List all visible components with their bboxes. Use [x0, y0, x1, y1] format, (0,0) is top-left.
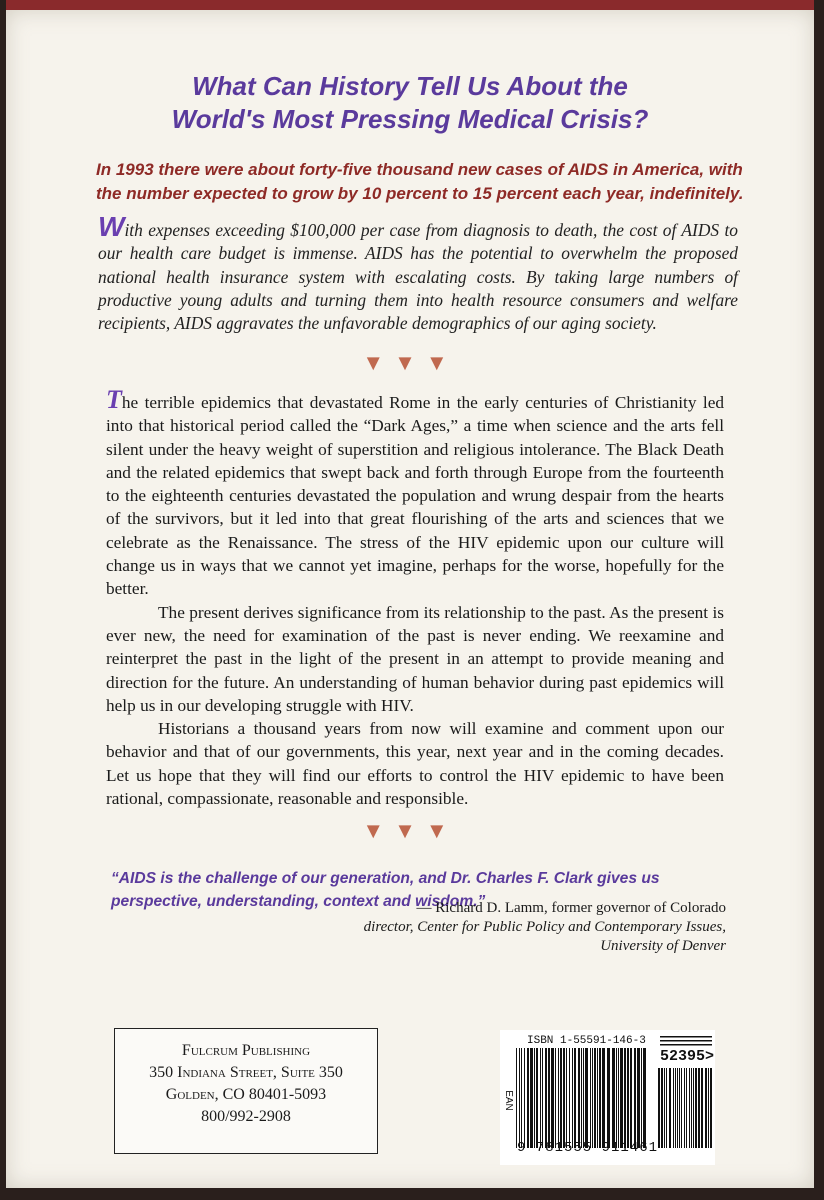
barcode-bar [569, 1048, 570, 1148]
barcode-bar [545, 1048, 547, 1148]
barcode-bar [542, 1048, 543, 1148]
barcode-bar [574, 1048, 576, 1148]
barcode-bar [560, 1048, 562, 1148]
publisher-city: Golden, CO 80401-5093 [165, 1086, 327, 1103]
barcode-bar [599, 1048, 601, 1148]
price-bar [666, 1068, 667, 1148]
intro-paragraph [98, 211, 738, 335]
barcode-bar [555, 1048, 556, 1148]
barcode-bar [558, 1048, 559, 1148]
cover-headline [6, 70, 814, 136]
endorsement-quote: “AIDS is the challenge of our generation, and Dr. Charles F. Clark gives us perspective, understanding, context and wisdom.” [111, 870, 660, 910]
body-paragraph-1 [106, 385, 724, 601]
price-bar [675, 1068, 676, 1148]
barcode-bar [620, 1048, 623, 1148]
barcode-bar [524, 1048, 525, 1148]
barcode-bar [630, 1048, 632, 1148]
barcode-bar [618, 1048, 619, 1148]
barcode-bar [534, 1048, 535, 1148]
headline-line-1: What Can History Tell Us About the [192, 71, 628, 101]
barcode-bar [583, 1048, 584, 1148]
body-paragraph-3: Historians a thousand years from now will examine and comment upon our behavior and that of our governments, this year, next year and in the coming decades. Let us hope that they will find our efforts to control the HIV epidemic to have been rational, compassionate, reasonable and responsible. [106, 719, 724, 809]
ornament-divider-2: ▼▼▼ [362, 818, 458, 843]
barcode-bar [607, 1048, 610, 1148]
price-bar [693, 1068, 694, 1148]
publisher-street: 350 Indiana Street, Suite 350 [149, 1064, 343, 1081]
barcode-bar [597, 1048, 598, 1148]
price-bar [710, 1068, 712, 1148]
publisher-name: Fulcrum Publishing [181, 1042, 311, 1059]
price-bar [695, 1068, 697, 1148]
barcode-bar [527, 1048, 529, 1148]
isbn-rule [660, 1036, 712, 1038]
barcode-bar [540, 1048, 541, 1148]
publisher-box [114, 1028, 378, 1154]
barcode-bar [634, 1048, 636, 1148]
barcode-bar [627, 1048, 629, 1148]
barcode-bar [624, 1048, 626, 1148]
ean-label: EAN [502, 1090, 514, 1111]
price-bar [661, 1068, 663, 1148]
barcode-bar [616, 1048, 617, 1148]
price-bar [679, 1068, 680, 1148]
main-body-text [106, 385, 724, 810]
barcode-bar [521, 1048, 522, 1148]
barcode-bar [590, 1048, 591, 1148]
barcode-bar [637, 1048, 640, 1148]
price-bar [691, 1068, 692, 1148]
barcode-bar [536, 1048, 538, 1148]
barcode-bar [563, 1048, 565, 1148]
price-bar [669, 1068, 671, 1148]
barcode-bar [530, 1048, 533, 1148]
barcode-bar [612, 1048, 615, 1148]
barcode-bar [641, 1048, 642, 1148]
price-bar [708, 1068, 709, 1148]
barcode-bar [602, 1048, 605, 1148]
price-bar [681, 1068, 682, 1148]
price-bar [701, 1068, 703, 1148]
isbn-rule [660, 1040, 712, 1042]
barcode-bar [566, 1048, 567, 1148]
isbn-label: ISBN 1-55591-146-3 [527, 1035, 646, 1047]
barcode-bar [548, 1048, 550, 1148]
isbn-rule [660, 1044, 712, 1046]
barcode-bar [592, 1048, 593, 1148]
barcode-bar [585, 1048, 588, 1148]
price-bar [698, 1068, 700, 1148]
intro-drop-cap: W [98, 211, 125, 242]
ornament-divider-1: ▼▼▼ [362, 350, 458, 375]
price-bar [689, 1068, 690, 1148]
price-bar [705, 1068, 707, 1148]
barcode-bar [581, 1048, 582, 1148]
body-paragraph-1-text: he terrible epidemics that devastated Rome in the early centuries of Christianity led into that historical period called the “Dark Ages,” a time when science and the arts fell silent under the heavy weight of superstition and religious intolerance. The Black Death and the related epidemics that swept back and forth through Europe from the fourteenth to the eighteenth centuries devastated the population and wrung despair from the hearts of the survivors, but it led into that great flourishing of the arts and sciences that we celebrate as the Renaissance. The stress of the HIV epidemic upon our culture will change us in ways that we cannot yet imagine, perhaps for the worse, hopefully for the better. [106, 393, 724, 599]
body-drop-cap: T [106, 385, 122, 414]
barcode-bar [551, 1048, 554, 1148]
attribution-name: — Richard D. Lamm, former governor of Colorado [416, 900, 726, 916]
barcode-bar [578, 1048, 580, 1148]
publisher-phone: 800/992-2908 [201, 1108, 291, 1125]
barcode-bar [516, 1048, 517, 1148]
ean-number: 9 781555 911461 [517, 1140, 659, 1156]
lead-statement: In 1993 there were about forty-five thousand new cases of AIDS in America, with the number expected to grow by 10 percent to 15 percent each year, indefinitely. [96, 160, 744, 203]
price-bar [684, 1068, 685, 1148]
price-bar [673, 1068, 674, 1148]
barcode-bar [572, 1048, 573, 1148]
barcode-bar [594, 1048, 596, 1148]
endorsement-attribution [306, 899, 726, 956]
price-bar [686, 1068, 687, 1148]
price-bar [664, 1068, 665, 1148]
headline-line-2: World's Most Pressing Medical Crisis? [171, 104, 649, 134]
attribution-role: director, Center for Public Policy and Contemporary Issues, [363, 919, 726, 935]
price-bar [677, 1068, 678, 1148]
barcode-bar [643, 1048, 646, 1148]
book-back-cover [6, 10, 814, 1188]
body-paragraph-2: The present derives significance from its relationship to the past. As the present is ever new, the need for examination of the past is never ending. We reexamine and reinterpret the past in the light of the present in an attempt to provide meaning and direction for the future. An understanding of human behavior during past epidemics will help us in our developing struggle with HIV. [106, 602, 724, 715]
barcode-bar [519, 1048, 520, 1148]
intro-text: ith expenses exceeding $100,000 per case from diagnosis to death, the cost of AIDS to our health care budget is immense. AIDS has the potential to overwhelm the proposed national health insurance system with escalating costs. By taking large numbers of productive young adults and turning them into health resource consumers and welfare recipients, AIDS aggravates the unfavorable demographics of our aging society. [98, 220, 738, 334]
attribution-org: University of Denver [600, 938, 726, 954]
price-bar [658, 1068, 660, 1148]
price-code: 52395> [660, 1048, 715, 1065]
